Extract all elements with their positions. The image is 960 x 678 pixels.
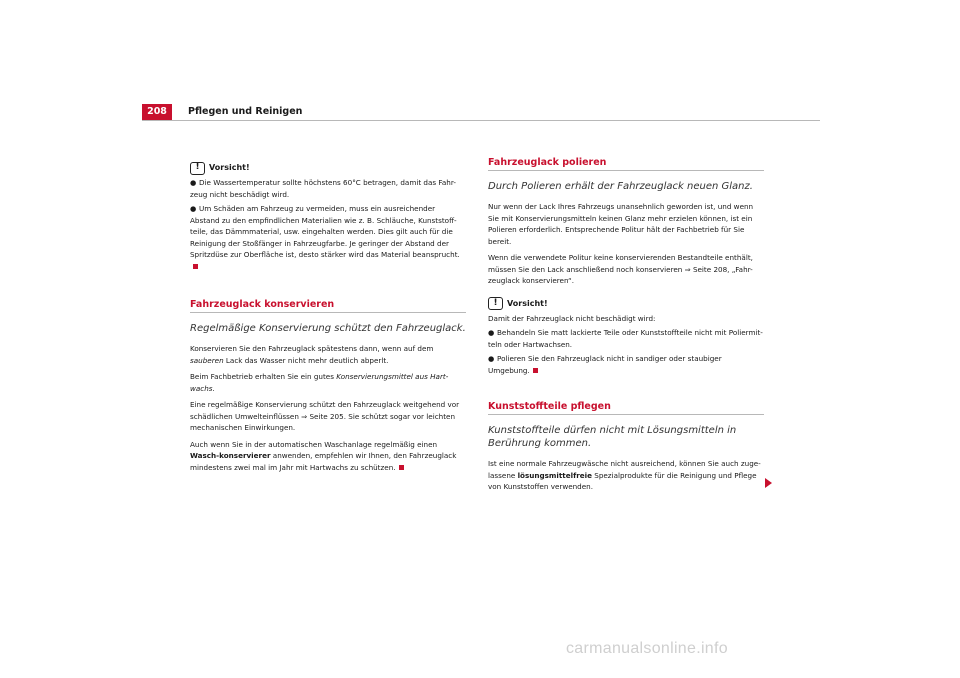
end-mark-icon [193, 264, 198, 269]
paragraph: Nur wenn der Lack Ihres Fahrzeugs unansehnlich geworden ist, und wenn Sie mit Konservierungsmitteln keinen Glanz mehr erzielen können, ist ein Polieren erforderlich. Entsprechende Politur hält der Fachbetrieb für Sie bereit. [488, 202, 754, 246]
warning-title-text: Vorsicht! [507, 298, 548, 308]
end-mark-icon [533, 368, 538, 373]
paragraph: Beim Fachbetrieb erhalten Sie ein gutes Konservierungsmittel aus Hart-wachs. [190, 372, 449, 393]
running-title: Pflegen und Reinigen [188, 106, 303, 117]
next-page-arrow-icon [765, 478, 772, 488]
warning-bullet: ● Behandeln Sie matt lackierte Teile oder Kunststoffteile nicht mit Poliermit-teln oder Hartwachsen. [488, 328, 763, 349]
paragraph: Wenn die verwendete Politur keine konservierenden Bestandteile enthält, müssen Sie den Lack anschließend noch konservieren ⇒ Seite 208, „Fahr-zeuglack konservieren“. [488, 253, 753, 285]
section-lead: Regelmäßige Konservierung schützt den Fahrzeuglack. [190, 323, 466, 334]
warning-box [488, 295, 764, 377]
warning-icon: ! [190, 162, 205, 175]
page-header [142, 104, 820, 121]
bullet-icon: ● [488, 328, 495, 337]
paragraph: Eine regelmäßige Konservierung schützt den Fahrzeuglack weitgehend vor schädlichen Umwelteinflüssen ⇒ Seite 205. Sie schützt sogar vor leichten mechanischen Einwirkungen. [190, 400, 460, 432]
warning-title [488, 295, 764, 313]
bullet-icon: ● [190, 204, 197, 213]
section-heading: Fahrzeuglack polieren [488, 156, 764, 171]
right-column [488, 156, 764, 493]
section-lead: Durch Polieren erhält der Fahrzeuglack neuen Glanz. [488, 181, 753, 192]
warning-title-text: Vorsicht! [209, 163, 250, 173]
section-heading: Fahrzeuglack konservieren [190, 298, 466, 313]
warning-title [190, 159, 466, 177]
page-number: 208 [142, 104, 172, 120]
warning-intro: Damit der Fahrzeuglack nicht beschädigt wird: [488, 313, 656, 323]
warning-bullet: ● Die Wassertemperatur sollte höchstens 60°C betragen, damit das Fahr-zeug nicht beschädigt wird. [190, 178, 456, 199]
left-column [190, 159, 466, 473]
paragraph: Auch wenn Sie in der automatischen Waschanlage regelmäßig einen Wasch-konservierer anwenden, empfehlen wir Ihnen, den Fahrzeuglack mindestens zwei mal im Jahr mit Hartwachs zu schützen. [190, 439, 457, 472]
warning-bullet: ● Um Schäden am Fahrzeug zu vermeiden, muss ein ausreichender Abstand zu den empfindlichen Materialien wie z. B. Schläuche, Kunststoff-teile, das Dämmmaterial, usw. eingehalten werden. Dies gilt auch für die Reinigung der Stoßfänger in Fahrzeugfarbe. Je geringer der Abstand der Spritzdüse zur Oberfläche ist, desto stärker wird das Material beansprucht. [190, 203, 466, 272]
section-lead: Kunststoffteile dürfen nicht mit Lösungsmitteln in Berührung kommen. [488, 425, 737, 449]
warning-bullet: ● Polieren Sie den Fahrzeuglack nicht in sandiger oder staubiger Umgebung. [488, 354, 722, 375]
warning-box [190, 159, 466, 272]
footer-watermark: carmanualsonline.info [566, 640, 728, 657]
paragraph: Konservieren Sie den Fahrzeuglack spätestens dann, wenn auf dem sauberen Lack das Wasser nicht mehr deutlich abperlt. [190, 344, 434, 365]
section-heading: Kunststoffteile pflegen [488, 400, 764, 415]
paragraph: Ist eine normale Fahrzeugwäsche nicht ausreichend, können Sie auch zuge-lassene lösungsmittelfreie Spezialprodukte für die Reinigung und Pflege von Kunststoffen verwenden. [488, 459, 761, 491]
bullet-icon: ● [488, 354, 495, 363]
warning-icon: ! [488, 297, 503, 310]
end-mark-icon [399, 465, 404, 470]
bullet-icon: ● [190, 178, 197, 187]
